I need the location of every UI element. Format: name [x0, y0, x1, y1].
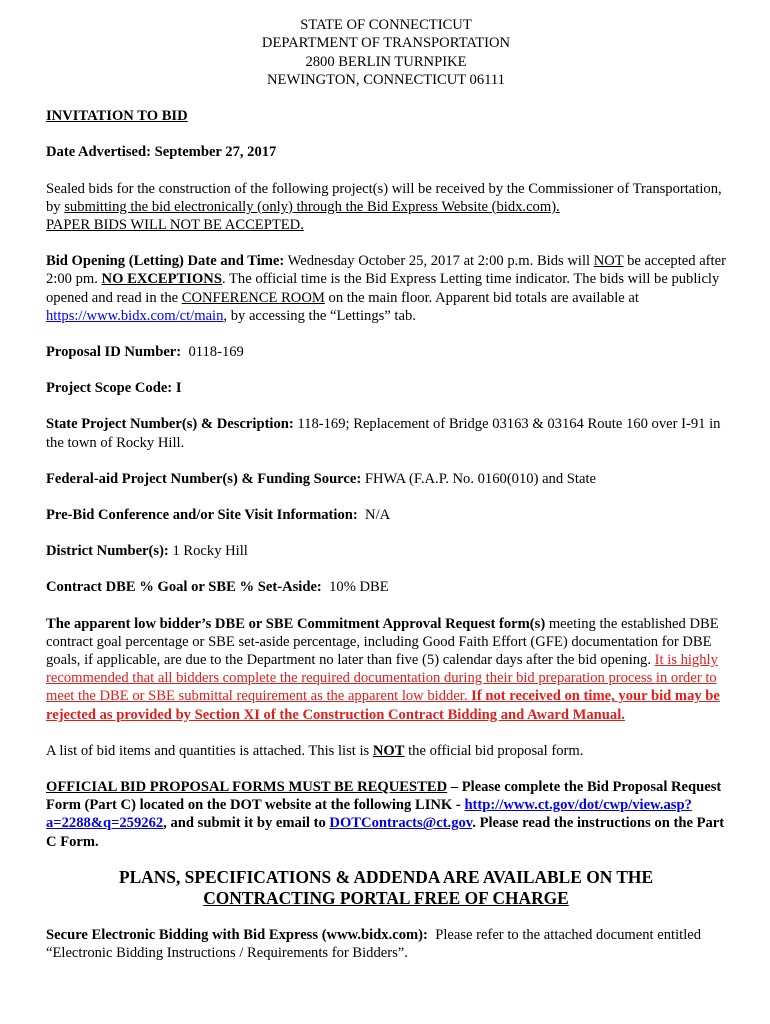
- bid-items-text-b: the official bid proposal form.: [404, 742, 584, 759]
- state-project-label: State Project Number(s) & Description:: [46, 416, 294, 433]
- part-c-form-link[interactable]: http://www.ct.gov/dot/cwp/view.asp?a=2288&q=259262: [46, 797, 692, 832]
- plans-title-line1: PLANS, SPECIFICATIONS & ADDENDA ARE AVAILABLE ON THE: [118, 866, 654, 887]
- official-forms-text-c: . Please read the instructions on the Part C Form.: [46, 815, 725, 850]
- bidx-lettings-link[interactable]: https://www.bidx.com/ct/main: [46, 307, 224, 324]
- header-city: NEWINGTON, CONNECTICUT 06111: [267, 71, 505, 88]
- bid-items-paragraph: [46, 742, 726, 760]
- bid-opening-text-a: Wednesday October 25, 2017 at 2:00 p.m. Bids will: [284, 253, 594, 270]
- federal-aid-value: FHWA (F.A.P. No. 0160(010) and State: [361, 470, 596, 487]
- header-street: 2800 BERLIN TURNPIKE: [305, 53, 467, 70]
- sealed-bids-paragraph: [46, 180, 726, 235]
- secure-bidding-label: Secure Electronic Bidding with Bid Express (www.bidx.com):: [46, 926, 428, 943]
- header-state: STATE OF CONNECTICUT: [300, 17, 472, 33]
- district-value: 1 Rocky Hill: [168, 543, 248, 560]
- project-scope: Project Scope Code: I: [46, 380, 182, 397]
- conference-room: CONFERENCE ROOM: [181, 289, 325, 306]
- bid-opening-text-e: , by accessing the “Lettings” tab.: [223, 307, 416, 324]
- bid-opening-text-d: on the main floor. Apparent bid totals are available at: [324, 289, 639, 306]
- low-bidder-text: meeting the established DBE contract goal percentage or SBE set-aside percentage, including Good Faith Effort (GFE) documentation for DBE goals, if applicable, are due to the Department no later than five (5) calendar days after the bid opening.: [46, 615, 719, 669]
- proposal-id-value: 0118-169: [181, 344, 244, 361]
- low-bidder-recommendation: It is highly recommended that all bidders complete the required documentation during their bid preparation process in order to meet the DBE or SBE submittal requirement as the apparent low bidder.: [46, 652, 718, 705]
- district: [46, 542, 726, 560]
- secure-bidding-text: Please refer to the attached document entitled “Electronic Bidding Instructions / Requirements for Bidders”.: [46, 926, 705, 962]
- dbe-goal: [46, 578, 726, 596]
- header-department: DEPARTMENT OF TRANSPORTATION: [261, 35, 511, 52]
- bid-items-not: NOT: [372, 742, 405, 759]
- bid-opening-not: NOT: [593, 253, 624, 270]
- district-label: District Number(s):: [46, 543, 169, 560]
- invitation-title: INVITATION TO BID: [46, 108, 188, 125]
- official-forms-text-b: , and submit it by email to: [163, 815, 330, 832]
- state-project: [46, 415, 726, 451]
- pre-bid-label: Pre-Bid Conference and/or Site Visit Information:: [46, 507, 358, 524]
- bid-opening-text-b: be accepted after 2:00 pm.: [46, 253, 726, 288]
- secure-bidding-paragraph: [46, 926, 726, 962]
- pre-bid-value: N/A: [357, 507, 391, 524]
- bid-opening-paragraph: [46, 252, 726, 325]
- state-project-value: 118-169; Replacement of Bridge 03163 & 03164 Route 160 over I-91 in the town of Rocky Hill.: [46, 416, 721, 451]
- official-forms-paragraph: [46, 778, 726, 851]
- paper-bids-notice: PAPER BIDS WILL NOT BE ACCEPTED.: [46, 217, 304, 233]
- date-advertised: Date Advertised: September 27, 2017: [46, 144, 277, 161]
- bid-opening-text-c: . The official time is the Bid Express Letting time indicator. The bids will be publicly opened and read in the: [46, 271, 720, 306]
- low-bidder-label: The apparent low bidder’s DBE or SBE Commitment Approval Request form(s): [46, 615, 546, 632]
- bid-opening-label: Bid Opening (Letting) Date and Time:: [46, 253, 285, 270]
- low-bidder-paragraph: [46, 615, 726, 724]
- dot-contracts-email-link[interactable]: DOTContracts@ct.gov: [329, 815, 473, 832]
- pre-bid: [46, 506, 726, 524]
- sealed-bids-electronic: submitting the bid electronically (only) through the Bid Express Website (bidx.com).: [64, 198, 560, 215]
- federal-aid: [46, 470, 726, 488]
- no-exceptions: NO EXCEPTIONS: [101, 271, 222, 288]
- dbe-goal-label: Contract DBE % Goal or SBE % Set-Aside:: [46, 579, 322, 596]
- document-page: [46, 16, 726, 962]
- official-forms-heading: OFFICIAL BID PROPOSAL FORMS MUST BE REQUESTED: [46, 779, 448, 796]
- low-bidder-warning: If not received on time, your bid may be rejected as provided by Section XI of the Construction Contract Bidding and Award Manual.: [46, 688, 720, 723]
- sealed-bids-text: Sealed bids for the construction of the following project(s) will be received by the Commissioner of Transportation, by: [46, 180, 722, 215]
- bid-items-text-a: A list of bid items and quantities is attached. This list is: [46, 742, 373, 759]
- federal-aid-label: Federal-aid Project Number(s) & Funding Source:: [46, 470, 362, 487]
- official-forms-text-a: – Please complete the Bid Proposal Request Form (Part C) located on the DOT website at the following LINK -: [46, 779, 722, 814]
- dbe-goal-value: 10% DBE: [321, 579, 389, 596]
- plans-title: [46, 867, 726, 910]
- proposal-id-label: Proposal ID Number:: [46, 344, 182, 361]
- plans-title-line2: CONTRACTING PORTAL FREE OF CHARGE: [203, 888, 569, 909]
- proposal-id: [46, 343, 726, 361]
- agency-header: [46, 16, 726, 89]
